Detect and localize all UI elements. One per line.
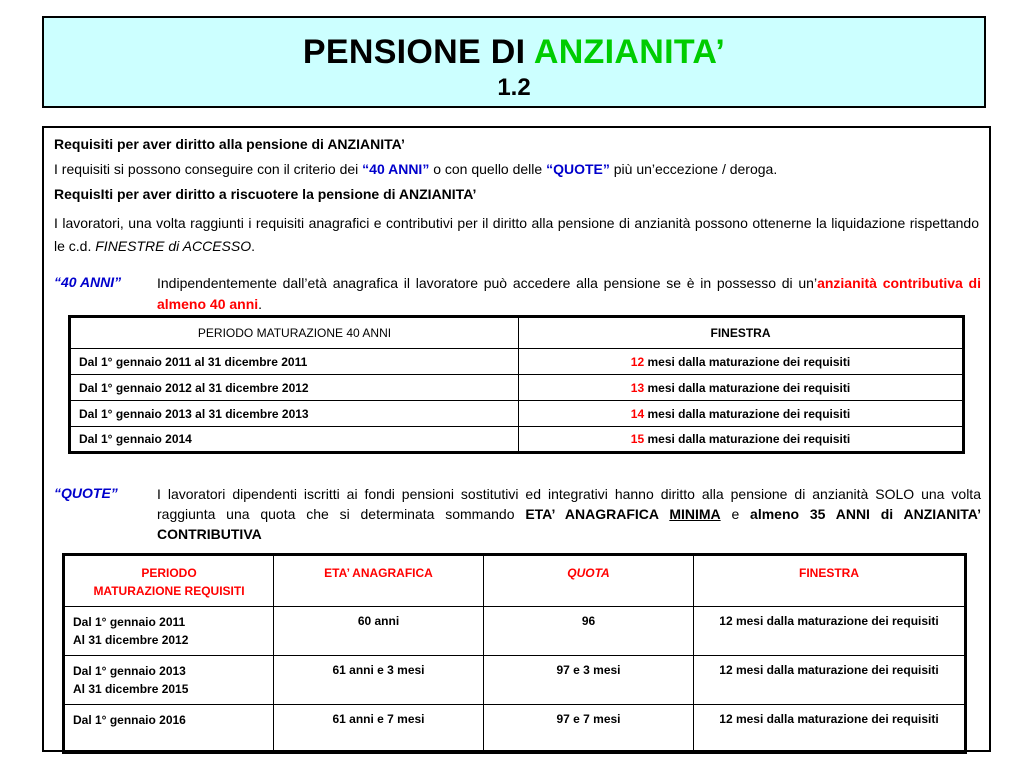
cell-periodo: Dal 1° gennaio 2012 al 31 dicembre 2012 (70, 375, 519, 401)
th-finestra: FINESTRA (694, 555, 966, 607)
cell-da: Dal 1° gennaio 2016 (73, 713, 186, 727)
quaranta-text-c: . (258, 296, 263, 312)
cell-finestra: 12 mesi dalla maturazione dei requisiti (694, 705, 966, 753)
section1-text-c: o con quello delle (429, 161, 547, 177)
quaranta-label: “40 ANNI” (54, 274, 122, 290)
cell-suffix: mesi dalla maturazione dei requisiti (644, 380, 851, 395)
title-part1: PENSIONE DI (302, 33, 534, 71)
cell-mesi: 14 (630, 406, 645, 421)
cell-periodo (64, 705, 274, 753)
th-finestra: FINESTRA (519, 317, 964, 349)
cell-suffix: mesi dalla maturazione dei requisiti (644, 354, 851, 369)
cell-mesi: 13 (630, 380, 645, 395)
section2-heading: RequisIti per aver diritto a riscuotere la pensione di ANZIANITA’ (54, 186, 477, 202)
quote-anni: almeno 35 ANNI di ANZIANITA’ CONTRIBUTIVA (157, 506, 982, 542)
cell-suffix: mesi dalla maturazione dei requisiti (644, 406, 851, 421)
cell-quota: 97 e 7 mesi (484, 705, 694, 753)
section2-text-a: I lavoratori, una volta raggiunti i requisiti anagrafici e contributivi per il diritto alla pensione di anzianità possono ottenerne la liquidazione rispettando le c.d. (54, 215, 979, 254)
page-title (44, 32, 984, 72)
table-header-row (70, 317, 964, 349)
quote-text-a: I lavoratori dipendenti iscritti ai fondi pensioni sostitutivi ed integrativi hanno diritto alla pensione di anzianità SOLO una volta raggiunta una quota che si determinata sommando (157, 486, 981, 522)
cell-finestra: 12 mesi dalla maturazione dei requisiti (694, 607, 966, 656)
section2-paragraph (54, 212, 979, 258)
table-row (70, 427, 964, 453)
quote-minima: MINIMA (669, 506, 721, 522)
th-periodo-1: PERIODO (141, 566, 197, 580)
cell-da: Dal 1° gennaio 2011 (73, 615, 186, 629)
cell-finestra (519, 427, 964, 453)
cell-mesi: 12 (630, 354, 645, 369)
cell-suffix: mesi dalla maturazione dei requisiti (644, 432, 851, 446)
section1-text (54, 161, 777, 178)
table-row (70, 375, 964, 401)
quaranta-highlight: anzianità contributiva di almeno 40 anni (157, 275, 981, 312)
cell-periodo: Dal 1° gennaio 2011 al 31 dicembre 2011 (70, 349, 519, 375)
th-periodo-2: MATURAZIONE REQUISITI (93, 584, 245, 598)
th-periodo (64, 555, 274, 607)
table-quote (62, 553, 967, 754)
cell-finestra (519, 401, 964, 427)
quote-text (157, 484, 981, 544)
quote-eta: ETA’ ANAGRAFICA (525, 506, 670, 522)
table-row (64, 607, 966, 656)
content-box (42, 126, 991, 752)
title-box (42, 16, 986, 108)
cell-finestra (519, 349, 964, 375)
th-quota: QUOTA (484, 555, 694, 607)
cell-periodo: Dal 1° gennaio 2014 (70, 427, 519, 453)
cell-eta: 61 anni e 7 mesi (274, 705, 484, 753)
section2-finestre: FINESTRE di ACCESSO (95, 238, 252, 254)
section1-quote: “QUOTE” (546, 161, 610, 177)
title-part2: ANZIANITA’ (533, 33, 726, 71)
quote-label: “QUOTE” (54, 485, 118, 501)
cell-periodo (64, 656, 274, 705)
table-row (64, 656, 966, 705)
cell-finestra (519, 375, 964, 401)
section1-heading: Requisiti per aver diritto alla pensione di ANZIANITA’ (54, 136, 405, 152)
page-subtitle: 1.2 (497, 74, 531, 101)
table-row (64, 705, 966, 753)
cell-periodo (64, 607, 274, 656)
section1-text-e: più un’eccezione / deroga. (609, 161, 778, 177)
cell-a: Al 31 dicembre 2015 (73, 682, 189, 696)
cell-mesi: 15 (630, 432, 645, 446)
cell-periodo: Dal 1° gennaio 2013 al 31 dicembre 2013 (70, 401, 519, 427)
table-row (70, 401, 964, 427)
cell-eta: 61 anni e 3 mesi (274, 656, 484, 705)
section1-text-a: I requisiti si possono conseguire con il criterio dei (54, 161, 363, 177)
section1-40anni: “40 ANNI” (362, 161, 430, 177)
cell-finestra: 12 mesi dalla maturazione dei requisiti (694, 656, 966, 705)
cell-a: Al 31 dicembre 2012 (73, 633, 189, 647)
quaranta-text (157, 273, 981, 315)
quote-text-d: e (720, 506, 751, 522)
cell-da: Dal 1° gennaio 2013 (73, 664, 186, 678)
table-row (70, 349, 964, 375)
quaranta-text-a: Indipendentemente dall’età anagrafica il lavoratore può accedere alla pensione se è in possesso di un’ (157, 275, 818, 291)
th-periodo: PERIODO MATURAZIONE 40 ANNI (70, 317, 519, 349)
table-header-row (64, 555, 966, 607)
cell-quota: 97 e 3 mesi (484, 656, 694, 705)
table-40-anni (68, 315, 965, 454)
cell-quota: 96 (484, 607, 694, 656)
section2-text-c: . (251, 238, 255, 254)
th-eta: ETA’ ANAGRAFICA (274, 555, 484, 607)
cell-eta: 60 anni (274, 607, 484, 656)
